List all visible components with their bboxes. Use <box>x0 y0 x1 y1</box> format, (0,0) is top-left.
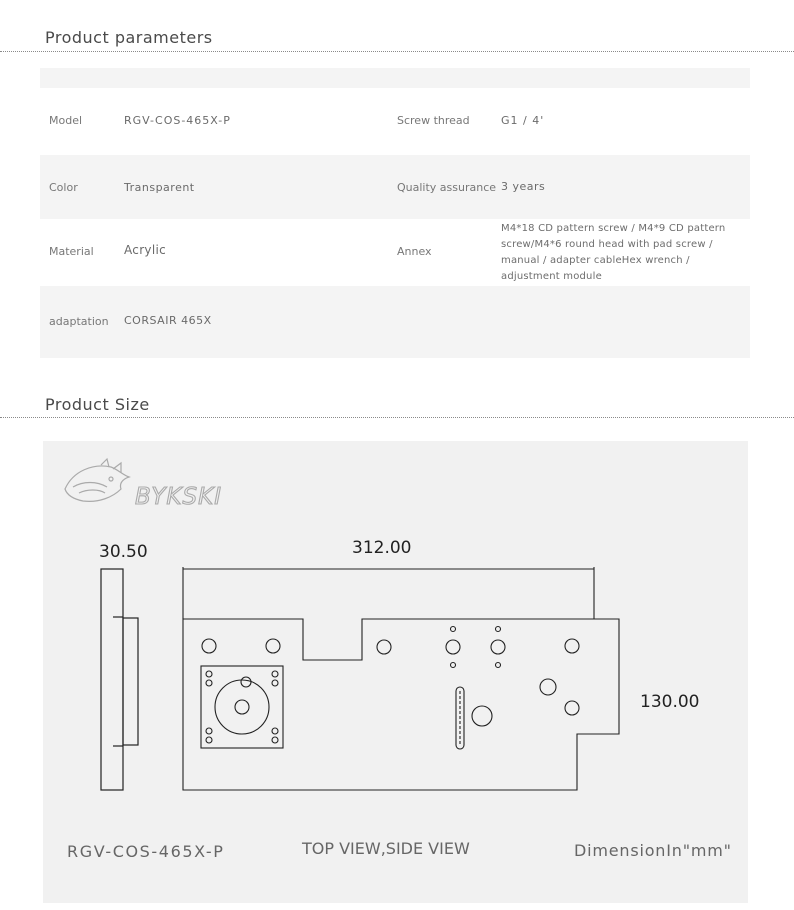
param-value: 3 years <box>501 180 546 193</box>
technical-drawing <box>43 441 748 903</box>
param-value: Acrylic <box>124 243 166 257</box>
param-label: Color <box>49 181 78 194</box>
thickness-dimension: 30.50 <box>99 542 148 562</box>
top-view <box>183 567 619 790</box>
param-value: RGV-COS-465X-P <box>124 114 231 127</box>
param-label: adaptation <box>49 315 109 328</box>
param-value: G1 / 4' <box>501 114 545 127</box>
param-value: CORSAIR 465X <box>124 314 212 327</box>
params-table <box>40 68 750 358</box>
annex-value: M4*18 CD pattern screw / M4*9 CD pattern screw/M4*6 round head with pad screw / manual / adapter cableHex wrench / adjustment module <box>501 223 726 282</box>
param-label: Quality assurance <box>397 181 497 194</box>
param-label: Material <box>49 245 94 258</box>
param-label: Model <box>49 114 83 127</box>
view-label: TOP VIEW,SIDE VIEW <box>302 839 470 858</box>
param-label: Screw thread <box>397 114 470 127</box>
table-header-strip <box>40 68 750 88</box>
width-dimension: 312.00 <box>352 538 412 558</box>
params-divider <box>0 51 794 52</box>
table-row <box>40 286 750 358</box>
table-row <box>40 88 750 155</box>
table-row <box>40 155 750 219</box>
unit-label: DimensionIn"mm" <box>574 841 732 860</box>
drawing-panel <box>43 441 748 903</box>
model-label: RGV-COS-465X-P <box>67 842 225 861</box>
param-value: Transparent <box>124 181 195 194</box>
table-row <box>40 219 750 286</box>
size-divider <box>0 417 794 418</box>
dragon-logo-icon <box>65 459 129 501</box>
size-title: Product Size <box>45 395 150 414</box>
height-dimension: 130.00 <box>640 692 700 712</box>
side-view <box>101 569 138 790</box>
params-title: Product parameters <box>45 28 213 47</box>
brand-logo-text: BYKSKI <box>135 484 222 510</box>
param-label: Annex <box>397 245 432 258</box>
